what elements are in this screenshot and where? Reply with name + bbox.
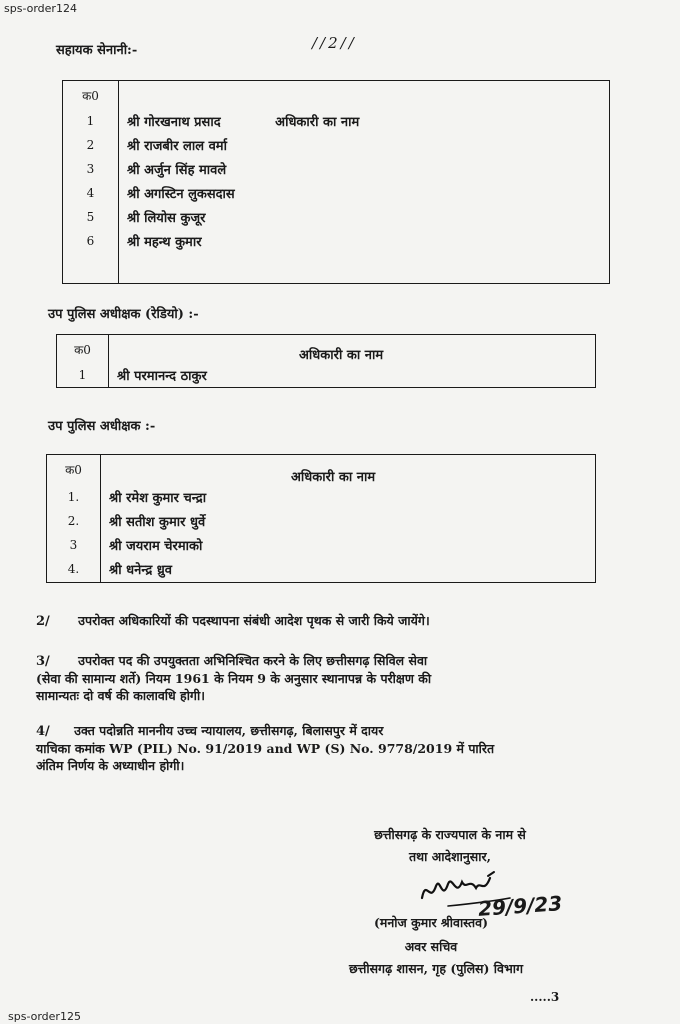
officer-name: श्री राजबीर लाल वर्मा — [119, 133, 610, 157]
paragraph-number: 3/ — [36, 654, 50, 669]
officer-name: श्री अगस्टिन लुकसदास — [119, 181, 610, 205]
paragraph-3 — [36, 652, 646, 704]
row-number: 2 — [63, 133, 119, 157]
section1-table — [62, 80, 610, 284]
authority-line-1: छत्तीसगढ़ के राज्यपाल के नाम से — [374, 827, 526, 842]
row-number: 1 — [57, 363, 109, 387]
row-number: 5 — [63, 205, 119, 229]
officer-name: श्री जयराम चेरमाको — [101, 533, 596, 557]
signatory-name: (मनोज कुमार श्रीवास्तव) — [373, 915, 489, 930]
paragraph-line: अंतिम निर्णय के अध्याधीन होगी। — [36, 758, 185, 773]
section3-table — [46, 454, 596, 583]
row-number: 4. — [47, 557, 101, 583]
paragraph-4 — [36, 722, 646, 774]
row-number: 2. — [47, 509, 101, 533]
row-number: 1 — [63, 109, 119, 133]
order-id-bottom: sps-order125 — [8, 1010, 81, 1023]
officer-name: श्री रमेश कुमार चन्द्रा — [101, 485, 596, 509]
signatory-designation: अवर सचिव — [404, 939, 458, 954]
officer-name: श्री अर्जुन सिंह मावले — [119, 157, 610, 181]
section3-title: उप पुलिस अधीक्षक :- — [48, 419, 156, 434]
paragraph-number: 2/ — [36, 614, 50, 629]
signatory-department: छत्तीसगढ़ शासन, गृह (पुलिस) विभाग — [348, 961, 524, 976]
section1-title: सहायक सेनानी:- — [56, 43, 138, 58]
paragraph-line: सामान्यतः दो वर्ष की कालावधि होगी। — [36, 688, 205, 703]
paragraph-line: (सेवा की सामान्य शर्ते) नियम 1961 के नियम 9 के अनुसार स्थानापन्न के परीक्षण की — [36, 671, 432, 686]
row-number: 6 — [63, 229, 119, 253]
officer-name: श्री महन्थ कुमार — [119, 229, 610, 253]
order-id-top: sps-order124 — [4, 2, 77, 15]
section2-table — [56, 334, 596, 388]
officer-name: श्री गोरखनाथ प्रसाद अधिकारी का नाम — [119, 109, 610, 133]
col-no-header: क0 — [63, 81, 119, 110]
paragraph-line: उक्त पदोन्नति माननीय उच्च न्यायालय, छत्तीसगढ़, बिलासपुर में दायर — [74, 723, 384, 738]
col-name-header: अधिकारी का नाम — [275, 115, 360, 130]
paragraph-number: 4/ — [36, 724, 50, 739]
signature-date: 29/9/23 — [477, 891, 563, 921]
col-no-header: क0 — [47, 455, 101, 485]
section2-title: उप पुलिस अधीक्षक (रेडियो) :- — [48, 307, 199, 322]
officer-name: श्री धनेन्द्र ध्रुव — [101, 557, 596, 583]
paragraph-2 — [36, 612, 636, 630]
col-no-header: क0 — [57, 335, 109, 364]
row-number: 3 — [63, 157, 119, 181]
row-number: 3 — [47, 533, 101, 557]
row-number: 1. — [47, 485, 101, 509]
page-marker: //2// — [312, 34, 357, 52]
officer-name: श्री सतीश कुमार धुर्वे — [101, 509, 596, 533]
col-name-header: अधिकारी का नाम — [101, 455, 596, 485]
col-name-header: अधिकारी का नाम — [109, 335, 596, 364]
next-page-marker: .....3 — [530, 990, 560, 1004]
authority-line-2: तथा आदेशानुसार, — [409, 849, 491, 864]
officer-name: श्री परमानन्द ठाकुर — [109, 363, 596, 387]
row-number: 4 — [63, 181, 119, 205]
paragraph-line: याचिका कमांक WP (PIL) No. 91/2019 and WP (S) No. 9778/2019 में पारित — [36, 741, 495, 756]
officer-name: श्री लियोस कुजूर — [119, 205, 610, 229]
paragraph-line: उपरोक्त पद की उपयुक्तता अभिनिश्चित करने के लिए छत्तीसगढ़ सिविल सेवा — [78, 653, 428, 668]
paragraph-line: उपरोक्त अधिकारियों की पदस्थापना संबंधी आदेश पृथक से जारी किये जायेंगे। — [78, 613, 430, 628]
